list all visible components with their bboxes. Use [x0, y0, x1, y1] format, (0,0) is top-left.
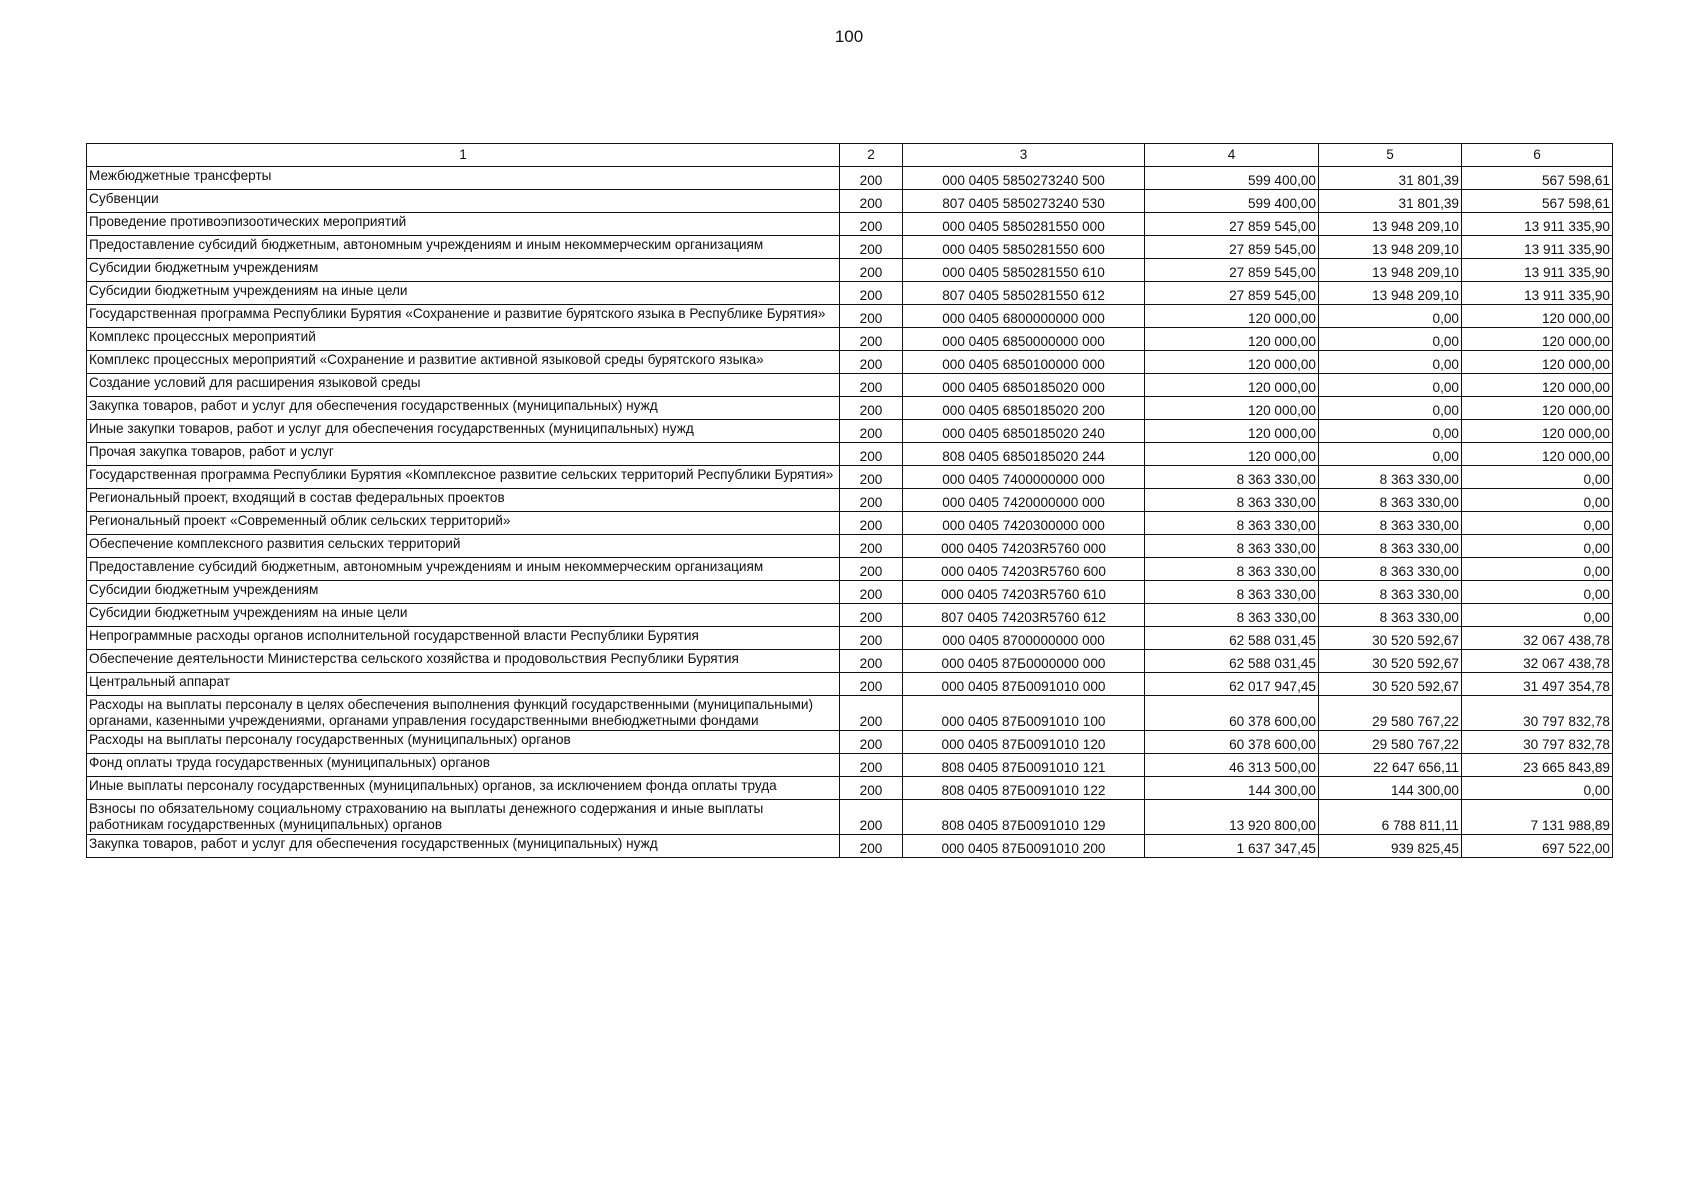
row-column5-value: 8 363 330,00: [1319, 558, 1462, 581]
table-row: [87, 650, 1613, 673]
row-column4-value: 62 017 947,45: [1145, 673, 1319, 696]
row-column2-cell: 200: [840, 489, 903, 512]
row-name-cell: Субсидии бюджетным учреждениям на иные цели: [87, 604, 840, 627]
row-code-cell: 000 0405 87Б0091010 000: [903, 673, 1145, 696]
row-column4-value: 599 400,00: [1145, 190, 1319, 213]
row-column5-value: 13 948 209,10: [1319, 213, 1462, 236]
row-name-cell: Субсидии бюджетным учреждениям: [87, 259, 840, 282]
row-column5-value: 30 520 592,67: [1319, 673, 1462, 696]
row-column5-value: 0,00: [1319, 374, 1462, 397]
row-column5-value: 29 580 767,22: [1319, 696, 1462, 731]
row-column4-value: 8 363 330,00: [1145, 466, 1319, 489]
row-column2-cell: 200: [840, 535, 903, 558]
table-row: [87, 604, 1613, 627]
row-column6-value: 0,00: [1462, 581, 1613, 604]
row-column5-value: 939 825,45: [1319, 835, 1462, 858]
row-name-cell: Иные выплаты персоналу государственных (муниципальных) органов, за исключением фонда оплаты труда: [87, 777, 840, 800]
table-row: [87, 236, 1613, 259]
row-column4-value: 8 363 330,00: [1145, 581, 1319, 604]
row-name-cell: Иные закупки товаров, работ и услуг для обеспечения государственных (муниципальных) нужд: [87, 420, 840, 443]
table-row: [87, 259, 1613, 282]
header-cell: 5: [1319, 144, 1462, 167]
row-column4-value: 120 000,00: [1145, 420, 1319, 443]
table-row: [87, 835, 1613, 858]
table-row: [87, 558, 1613, 581]
row-name-cell: Расходы на выплаты персоналу государственных (муниципальных) органов: [87, 731, 840, 754]
row-column4-value: 1 637 347,45: [1145, 835, 1319, 858]
row-column5-value: 29 580 767,22: [1319, 731, 1462, 754]
row-column5-value: 30 520 592,67: [1319, 650, 1462, 673]
row-code-cell: 000 0405 7400000000 000: [903, 466, 1145, 489]
row-column2-cell: 200: [840, 443, 903, 466]
row-column2-cell: 200: [840, 800, 903, 835]
row-column5-value: 30 520 592,67: [1319, 627, 1462, 650]
row-code-cell: 807 0405 5850281550 612: [903, 282, 1145, 305]
row-column5-value: 13 948 209,10: [1319, 282, 1462, 305]
row-column5-value: 0,00: [1319, 328, 1462, 351]
row-column5-value: 22 647 656,11: [1319, 754, 1462, 777]
row-column5-value: 8 363 330,00: [1319, 489, 1462, 512]
row-name-cell: Центральный аппарат: [87, 673, 840, 696]
row-column2-cell: 200: [840, 650, 903, 673]
row-column6-value: 120 000,00: [1462, 328, 1613, 351]
row-code-cell: 000 0405 87Б0091010 100: [903, 696, 1145, 731]
row-code-cell: 000 0405 6850100000 000: [903, 351, 1145, 374]
row-column5-value: 0,00: [1319, 443, 1462, 466]
row-column4-value: 27 859 545,00: [1145, 213, 1319, 236]
table-row: [87, 305, 1613, 328]
table-row: [87, 800, 1613, 835]
row-column2-cell: 200: [840, 466, 903, 489]
table-row: [87, 754, 1613, 777]
row-column2-cell: 200: [840, 305, 903, 328]
row-name-cell: Прочая закупка товаров, работ и услуг: [87, 443, 840, 466]
row-column4-value: 8 363 330,00: [1145, 558, 1319, 581]
table-row: [87, 627, 1613, 650]
row-column4-value: 27 859 545,00: [1145, 259, 1319, 282]
row-column4-value: 62 588 031,45: [1145, 627, 1319, 650]
row-column5-value: 31 801,39: [1319, 190, 1462, 213]
row-column4-value: 27 859 545,00: [1145, 236, 1319, 259]
row-name-cell: Непрограммные расходы органов исполнительной государственной власти Республики Бурятия: [87, 627, 840, 650]
row-name-cell: Комплекс процессных мероприятий: [87, 328, 840, 351]
row-column5-value: 0,00: [1319, 305, 1462, 328]
row-column4-value: 599 400,00: [1145, 167, 1319, 190]
row-code-cell: 000 0405 5850281550 610: [903, 259, 1145, 282]
row-column6-value: 23 665 843,89: [1462, 754, 1613, 777]
row-name-cell: Региональный проект «Современный облик сельских территорий»: [87, 512, 840, 535]
row-code-cell: 000 0405 74203R5760 000: [903, 535, 1145, 558]
header-cell: 4: [1145, 144, 1319, 167]
row-code-cell: 000 0405 6850185020 240: [903, 420, 1145, 443]
row-column6-value: 567 598,61: [1462, 167, 1613, 190]
row-column6-value: 13 911 335,90: [1462, 236, 1613, 259]
row-code-cell: 000 0405 8700000000 000: [903, 627, 1145, 650]
row-name-cell: Субсидии бюджетным учреждениям на иные цели: [87, 282, 840, 305]
row-column4-value: 60 378 600,00: [1145, 731, 1319, 754]
row-code-cell: 000 0405 6850185020 200: [903, 397, 1145, 420]
row-column2-cell: 200: [840, 213, 903, 236]
row-column2-cell: 200: [840, 835, 903, 858]
table-row: [87, 374, 1613, 397]
table-row: [87, 777, 1613, 800]
row-column4-value: 120 000,00: [1145, 397, 1319, 420]
row-column2-cell: 200: [840, 754, 903, 777]
row-code-cell: 807 0405 5850273240 530: [903, 190, 1145, 213]
row-name-cell: Региональный проект, входящий в состав федеральных проектов: [87, 489, 840, 512]
header-cell: 1: [87, 144, 840, 167]
row-column2-cell: 200: [840, 731, 903, 754]
row-column5-value: 13 948 209,10: [1319, 259, 1462, 282]
table-row: [87, 731, 1613, 754]
row-column4-value: 8 363 330,00: [1145, 535, 1319, 558]
row-column6-value: 120 000,00: [1462, 351, 1613, 374]
row-column2-cell: 200: [840, 259, 903, 282]
row-column5-value: 13 948 209,10: [1319, 236, 1462, 259]
table-header-row: [87, 144, 1613, 167]
row-name-cell: Государственная программа Республики Бурятия «Комплексное развитие сельских территорий Республики Бурятия»: [87, 466, 840, 489]
row-name-cell: Предоставление субсидий бюджетным, автономным учреждениям и иным некоммерческим организациям: [87, 558, 840, 581]
row-column4-value: 27 859 545,00: [1145, 282, 1319, 305]
table-row: [87, 328, 1613, 351]
table-row: [87, 282, 1613, 305]
row-code-cell: 807 0405 74203R5760 612: [903, 604, 1145, 627]
row-column2-cell: 200: [840, 673, 903, 696]
row-column2-cell: 200: [840, 236, 903, 259]
row-column5-value: 0,00: [1319, 420, 1462, 443]
row-code-cell: 000 0405 5850273240 500: [903, 167, 1145, 190]
row-column6-value: 0,00: [1462, 558, 1613, 581]
table-row: [87, 397, 1613, 420]
row-column6-value: 32 067 438,78: [1462, 627, 1613, 650]
row-column4-value: 120 000,00: [1145, 305, 1319, 328]
row-name-cell: Предоставление субсидий бюджетным, автономным учреждениям и иным некоммерческим организациям: [87, 236, 840, 259]
row-column5-value: 8 363 330,00: [1319, 535, 1462, 558]
row-code-cell: 000 0405 6800000000 000: [903, 305, 1145, 328]
row-column5-value: 0,00: [1319, 351, 1462, 374]
row-name-cell: Проведение противоэпизоотических мероприятий: [87, 213, 840, 236]
row-column5-value: 8 363 330,00: [1319, 512, 1462, 535]
row-code-cell: 000 0405 7420000000 000: [903, 489, 1145, 512]
row-column4-value: 60 378 600,00: [1145, 696, 1319, 731]
row-column2-cell: 200: [840, 190, 903, 213]
row-column2-cell: 200: [840, 777, 903, 800]
row-column2-cell: 200: [840, 420, 903, 443]
row-column4-value: 120 000,00: [1145, 443, 1319, 466]
row-column6-value: 0,00: [1462, 777, 1613, 800]
row-column6-value: 697 522,00: [1462, 835, 1613, 858]
row-code-cell: 000 0405 87Б0000000 000: [903, 650, 1145, 673]
row-column2-cell: 200: [840, 558, 903, 581]
row-column2-cell: 200: [840, 167, 903, 190]
row-column6-value: 120 000,00: [1462, 443, 1613, 466]
row-column6-value: 13 911 335,90: [1462, 259, 1613, 282]
row-column2-cell: 200: [840, 397, 903, 420]
row-code-cell: 808 0405 87Б0091010 121: [903, 754, 1145, 777]
row-code-cell: 808 0405 87Б0091010 129: [903, 800, 1145, 835]
row-column2-cell: 200: [840, 604, 903, 627]
budget-table: [86, 143, 1613, 858]
row-name-cell: Расходы на выплаты персоналу в целях обеспечения выполнения функций государственными (муниципальными) органами, казенными учреждениями, органами управления государственными внебюджетными фондами: [87, 696, 840, 731]
row-name-cell: Субвенции: [87, 190, 840, 213]
row-name-cell: Обеспечение деятельности Министерства сельского хозяйства и продовольствия Республики Бурятия: [87, 650, 840, 673]
row-column5-value: 31 801,39: [1319, 167, 1462, 190]
row-name-cell: Взносы по обязательному социальному страхованию на выплаты денежного содержания и иные выплаты работникам государственных (муниципальных) органов: [87, 800, 840, 835]
row-code-cell: 000 0405 87Б0091010 200: [903, 835, 1145, 858]
header-cell: 2: [840, 144, 903, 167]
row-name-cell: Межбюджетные трансферты: [87, 167, 840, 190]
row-code-cell: 808 0405 87Б0091010 122: [903, 777, 1145, 800]
row-column6-value: 567 598,61: [1462, 190, 1613, 213]
row-code-cell: 808 0405 6850185020 244: [903, 443, 1145, 466]
row-column6-value: 31 497 354,78: [1462, 673, 1613, 696]
row-column4-value: 144 300,00: [1145, 777, 1319, 800]
table-row: [87, 512, 1613, 535]
row-name-cell: Фонд оплаты труда государственных (муниципальных) органов: [87, 754, 840, 777]
row-column6-value: 30 797 832,78: [1462, 731, 1613, 754]
row-column5-value: 8 363 330,00: [1319, 466, 1462, 489]
row-column6-value: 0,00: [1462, 489, 1613, 512]
table-row: [87, 420, 1613, 443]
row-column5-value: 8 363 330,00: [1319, 581, 1462, 604]
row-column6-value: 13 911 335,90: [1462, 213, 1613, 236]
row-name-cell: Субсидии бюджетным учреждениям: [87, 581, 840, 604]
row-column6-value: 0,00: [1462, 466, 1613, 489]
table-row: [87, 489, 1613, 512]
row-code-cell: 000 0405 87Б0091010 120: [903, 731, 1145, 754]
row-column2-cell: 200: [840, 512, 903, 535]
row-column4-value: 13 920 800,00: [1145, 800, 1319, 835]
table-row: [87, 535, 1613, 558]
row-column6-value: 120 000,00: [1462, 305, 1613, 328]
row-column2-cell: 200: [840, 696, 903, 731]
row-column6-value: 30 797 832,78: [1462, 696, 1613, 731]
table-row: [87, 696, 1613, 731]
row-column2-cell: 200: [840, 351, 903, 374]
table-row: [87, 167, 1613, 190]
table-row: [87, 443, 1613, 466]
row-name-cell: Комплекс процессных мероприятий «Сохранение и развитие активной языковой среды бурятского языка»: [87, 351, 840, 374]
row-column6-value: 0,00: [1462, 604, 1613, 627]
row-column6-value: 120 000,00: [1462, 374, 1613, 397]
row-name-cell: Создание условий для расширения языковой среды: [87, 374, 840, 397]
row-column6-value: 13 911 335,90: [1462, 282, 1613, 305]
row-column6-value: 120 000,00: [1462, 420, 1613, 443]
table-row: [87, 351, 1613, 374]
table-row: [87, 190, 1613, 213]
row-column6-value: 0,00: [1462, 512, 1613, 535]
row-column5-value: 0,00: [1319, 397, 1462, 420]
row-column2-cell: 200: [840, 282, 903, 305]
row-column5-value: 8 363 330,00: [1319, 604, 1462, 627]
row-column2-cell: 200: [840, 627, 903, 650]
row-name-cell: Обеспечение комплексного развития сельских территорий: [87, 535, 840, 558]
table-row: [87, 466, 1613, 489]
row-name-cell: Закупка товаров, работ и услуг для обеспечения государственных (муниципальных) нужд: [87, 397, 840, 420]
row-column4-value: 62 588 031,45: [1145, 650, 1319, 673]
row-name-cell: Закупка товаров, работ и услуг для обеспечения государственных (муниципальных) нужд: [87, 835, 840, 858]
row-code-cell: 000 0405 6850185020 000: [903, 374, 1145, 397]
row-column6-value: 7 131 988,89: [1462, 800, 1613, 835]
row-code-cell: 000 0405 5850281550 600: [903, 236, 1145, 259]
row-code-cell: 000 0405 7420300000 000: [903, 512, 1145, 535]
header-cell: 6: [1462, 144, 1613, 167]
row-code-cell: 000 0405 74203R5760 610: [903, 581, 1145, 604]
row-column2-cell: 200: [840, 581, 903, 604]
row-column4-value: 120 000,00: [1145, 328, 1319, 351]
table-row: [87, 581, 1613, 604]
row-column6-value: 0,00: [1462, 535, 1613, 558]
row-column2-cell: 200: [840, 328, 903, 351]
row-code-cell: 000 0405 5850281550 000: [903, 213, 1145, 236]
row-column4-value: 120 000,00: [1145, 374, 1319, 397]
row-column6-value: 120 000,00: [1462, 397, 1613, 420]
row-name-cell: Государственная программа Республики Бурятия «Сохранение и развитие бурятского языка в Республике Бурятия»: [87, 305, 840, 328]
row-column4-value: 8 363 330,00: [1145, 489, 1319, 512]
row-column5-value: 144 300,00: [1319, 777, 1462, 800]
header-cell: 3: [903, 144, 1145, 167]
row-column4-value: 120 000,00: [1145, 351, 1319, 374]
row-column4-value: 8 363 330,00: [1145, 512, 1319, 535]
page-number: 100: [834, 27, 864, 46]
row-column4-value: 8 363 330,00: [1145, 604, 1319, 627]
row-column4-value: 46 313 500,00: [1145, 754, 1319, 777]
row-column6-value: 32 067 438,78: [1462, 650, 1613, 673]
row-code-cell: 000 0405 74203R5760 600: [903, 558, 1145, 581]
row-column2-cell: 200: [840, 374, 903, 397]
table-row: [87, 673, 1613, 696]
table-row: [87, 213, 1613, 236]
row-column5-value: 6 788 811,11: [1319, 800, 1462, 835]
row-code-cell: 000 0405 6850000000 000: [903, 328, 1145, 351]
